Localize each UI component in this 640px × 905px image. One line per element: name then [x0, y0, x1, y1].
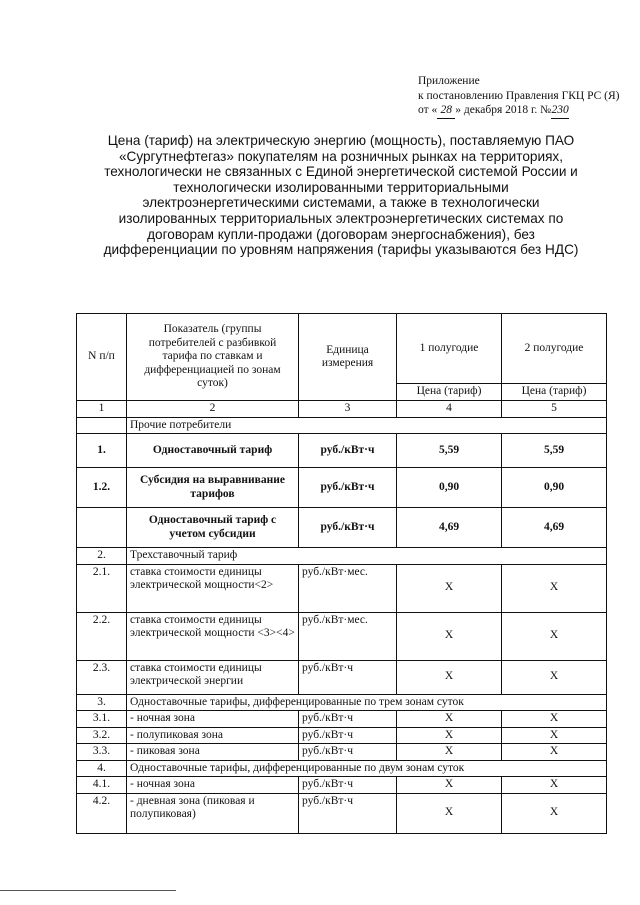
row-value-h1: 5,59: [397, 434, 502, 468]
appendix-number: 230: [551, 103, 569, 119]
appendix-prefix: от «: [418, 104, 438, 116]
document-title: Цена (тариф) на электрическую энергию (мощность), поставляемую ПАО «Сургутнефтегаз» покупателям на розничных рынках на территориях, технологически не связанных с Единой энергетической системой России и технологически изолированными территориальными электроэнергетическими системами, а также в технологически изолированных территориальных электроэнергетических системах по договорам купли-продажи (договорам энергоснабжения), без дифференциации по уровням напряжения (тарифы указываются без НДС): [103, 133, 579, 258]
row-value-h2: X: [502, 564, 607, 612]
appendix-block: [418, 74, 620, 119]
group-label: Прочие потребители: [127, 417, 607, 434]
section-name: Одноставочные тарифы, дифференцированные по трем зонам суток: [127, 694, 607, 711]
table-row: [77, 711, 607, 728]
row-value-h1: 4,69: [397, 508, 502, 548]
appendix-month-year: » декабря 2018 г. №: [455, 104, 552, 116]
section-num: 2.: [77, 548, 127, 565]
row-value-h2: X: [502, 711, 607, 728]
row-value-h1: X: [397, 564, 502, 612]
group-row: [77, 417, 607, 434]
table-row: [77, 727, 607, 744]
table-row: [77, 777, 607, 794]
row-unit: руб./кВт·ч: [299, 660, 397, 694]
row-unit: руб./кВт·ч: [299, 793, 397, 833]
row-name: Одноставочный тариф: [127, 434, 299, 468]
row-unit: руб./кВт·ч: [299, 727, 397, 744]
row-name: ставка стоимости единицы электрической энергии: [127, 660, 299, 694]
col-number: 4: [397, 401, 502, 418]
col-number: 5: [502, 401, 607, 418]
row-value-h1: X: [397, 727, 502, 744]
row-value-h1: 0,90: [397, 468, 502, 508]
row-name: - полупиковая зона: [127, 727, 299, 744]
row-num: 3.3.: [77, 744, 127, 761]
row-value-h1: X: [397, 777, 502, 794]
section-num: 4.: [77, 760, 127, 777]
row-name: Одноставочный тариф с учетом субсидии: [127, 508, 299, 548]
header-indicator: Показатель (группы потребителей с разбивкой тарифа по ставкам и дифференциацией по зонам суток): [127, 314, 299, 401]
row-name: - пиковая зона: [127, 744, 299, 761]
table-row: [77, 612, 607, 660]
row-unit: руб./кВт·ч: [299, 711, 397, 728]
row-value-h2: 5,59: [502, 434, 607, 468]
row-unit: руб./кВт·ч: [299, 777, 397, 794]
row-unit: руб./кВт·мес.: [299, 612, 397, 660]
table-row: [77, 468, 607, 508]
section-row: [77, 548, 607, 565]
section-name: Одноставочные тарифы, дифференцированные по двум зонам суток: [127, 760, 607, 777]
header-unit: Единица измерения: [299, 314, 397, 401]
row-value-h1: X: [397, 744, 502, 761]
row-unit: руб./кВт·ч: [299, 744, 397, 761]
row-num: 4.2.: [77, 793, 127, 833]
row-num: 2.2.: [77, 612, 127, 660]
row-value-h2: 0,90: [502, 468, 607, 508]
row-unit: руб./кВт·ч: [299, 508, 397, 548]
page-bottom-divider: [0, 890, 176, 891]
col-number: 1: [77, 401, 127, 418]
tariff-table: [76, 313, 607, 834]
row-unit: руб./кВт·мес.: [299, 564, 397, 612]
appendix-resolution: к постановлению Правления ГКЦ РС (Я): [418, 89, 620, 102]
col-number: 3: [299, 401, 397, 418]
row-value-h2: X: [502, 744, 607, 761]
row-num: 4.1.: [77, 777, 127, 794]
table-row: [77, 564, 607, 612]
row-num: 2.3.: [77, 660, 127, 694]
appendix-day: 28: [437, 103, 455, 119]
header-price1: Цена (тариф): [397, 384, 502, 401]
header-half1: 1 полугодие: [397, 314, 502, 384]
row-value-h2: X: [502, 793, 607, 833]
table-row: [77, 793, 607, 833]
table-row: [77, 508, 607, 548]
row-name: ставка стоимости единицы электрической мощности <3><4>: [127, 612, 299, 660]
row-value-h1: X: [397, 660, 502, 694]
section-num: 3.: [77, 694, 127, 711]
header-price2: Цена (тариф): [502, 384, 607, 401]
section-row: [77, 760, 607, 777]
row-num: 3.1.: [77, 711, 127, 728]
row-value-h1: X: [397, 711, 502, 728]
row-unit: руб./кВт·ч: [299, 468, 397, 508]
section-row: [77, 694, 607, 711]
row-value-h2: X: [502, 660, 607, 694]
col-number: 2: [127, 401, 299, 418]
row-num: 1.: [77, 434, 127, 468]
row-name: - ночная зона: [127, 711, 299, 728]
table-row: [77, 660, 607, 694]
header-num: N п/п: [77, 314, 127, 401]
row-unit: руб./кВт·ч: [299, 434, 397, 468]
row-value-h2: 4,69: [502, 508, 607, 548]
row-value-h2: X: [502, 612, 607, 660]
row-name: Субсидия на выравнивание тарифов: [127, 468, 299, 508]
row-num: 1.2.: [77, 468, 127, 508]
row-name: ставка стоимости единицы электрической мощности<2>: [127, 564, 299, 612]
appendix-label: Приложение: [418, 75, 480, 87]
row-value-h1: X: [397, 793, 502, 833]
row-value-h2: X: [502, 727, 607, 744]
section-name: Трехставочный тариф: [127, 548, 607, 565]
row-value-h1: X: [397, 612, 502, 660]
row-value-h2: X: [502, 777, 607, 794]
row-name: - ночная зона: [127, 777, 299, 794]
table-row: [77, 744, 607, 761]
table-row: [77, 434, 607, 468]
row-num: [77, 508, 127, 548]
row-name: - дневная зона (пиковая и полупиковая): [127, 793, 299, 833]
row-num: 3.2.: [77, 727, 127, 744]
table-header-row: [77, 314, 607, 384]
row-num: 2.1.: [77, 564, 127, 612]
appendix-date-line: [418, 103, 620, 119]
column-numbers-row: [77, 401, 607, 418]
header-half2: 2 полугодие: [502, 314, 607, 384]
